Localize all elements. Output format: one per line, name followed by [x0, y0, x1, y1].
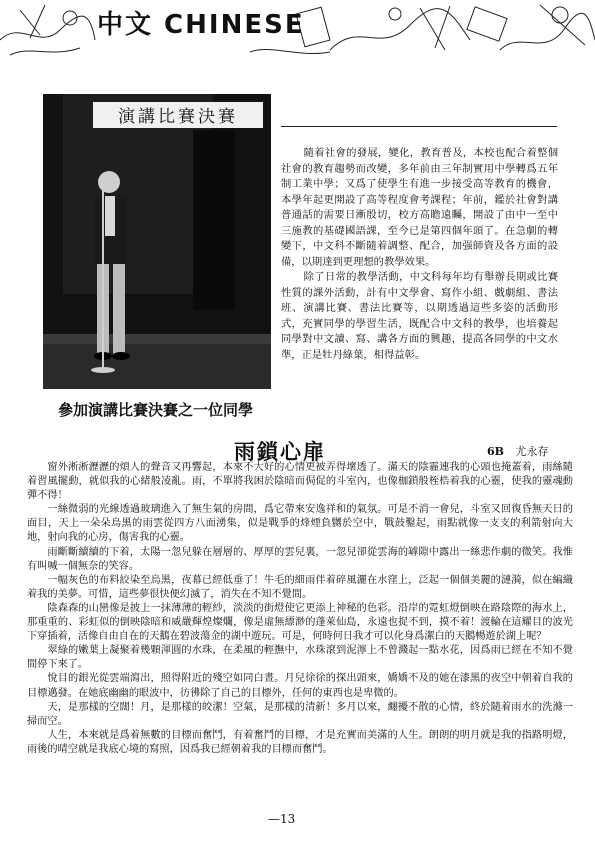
article-paragraph: 一絲微弱的光線透過玻璃進入了無生氣的房間，爲它帶來安逸祥和的氣氛。可是不消一會兒，斗室又回復昏無天日的面目，天上一朵朵烏黑的雨雲從四方八面湧集，似是戰爭的烽煙負嬲於空中，戰鼓鑿起，雨點就像一支支的利箭射向大地，射向我的心房，傷害我的心靈。	[27, 504, 573, 544]
photo-illustration	[43, 94, 271, 389]
divider	[281, 126, 557, 127]
article-paragraph: 窗外淅淅瀝瀝的煩人的聲音又再響起，本來不大好的心情更被弄得壞透了。滿天的陰霾連我的心頭也掩蓋着，雨絲隨着習風擺動，就似我的心緒般凌亂。雨，不單將我困於陰暗而侷促的斗室內，也像枷鎖般桎梏着我的心靈，使我的靈魂動彈不得！	[27, 462, 573, 502]
author-name: 尤永存	[515, 445, 549, 458]
byline	[487, 443, 548, 459]
intro-text	[281, 146, 558, 363]
article-paragraph: 人生，本來就是爲着無數的目標而奮鬥，有着奮鬥的目標，才是充實而美滿的人生。朗朗的明月就是我的指路明燈，雨後的晴空就是我底心境的寫照，因爲我已經朝着我的目標而奮鬥。	[27, 729, 573, 755]
speech-contest-photo	[43, 94, 271, 389]
author-class: 6B	[487, 445, 504, 458]
article-paragraph: 雨斷斷續續的下着，太陽一忽兒躲在層層的、厚厚的雲兒裏，一忽兒卻從雲海的罅隙中露出一絲悲作劇的微笑。我惟有叫喊一個無奈的笑容。	[27, 546, 573, 572]
intro-paragraph: 隨着社會的發展，變化，教育普及，本校也配合着整個社會的教育趨勢而改變，多年前由三年制實用中學轉爲五年制工業中學；又爲了使學生有進一步接受高等教育的機會，本學年起更開設了高等程度會考課程；年前，鑑於社會對講普通話的需要日漸殷切，校方高瞻遠矚，開設了由中一至中三施教的基礎國語課，至今已是第四個年頭了。在急劇的轉變下，中文科不斷隨着調整、配合，加强師資及各方面的設備，以期達到更理想的教學效果。	[281, 147, 558, 268]
article-title: 雨鎖心扉	[234, 439, 326, 464]
section-title: 中文 CHINESE	[97, 10, 305, 40]
intro-paragraph: 除了日常的教學活動，中文科每年均有舉辦長期或比賽性質的課外活動，計有中文學會、寫作小組、戲劇組、書法班、演講比賽、書法比賽等，以期透過這些多姿的活動形式，充實同學的學習生活，既配合中文科的教學，也培養起同學對中文讀、寫、講各方面的興趣，提高各同學的中文水準，正是牡丹綠葉，相得益彰。	[281, 271, 558, 361]
article-paragraph: 悅目的銀光從雲端瀉出，照得附近的殘空如同白晝。月兒徐徐的探出頭來，嬌嬌不及的她在漆黑的夜空中朝着自我的目標邁發。在她底幽幽的眼波中，彷彿除了自己的目標外，任何的東西也是卑微的。	[27, 673, 573, 699]
photo-banner-text: 演講比賽決賽	[118, 107, 238, 127]
article-paragraph: 翠綠的嫩葉上凝聚着幾顆渾圓的水珠，在柔風的輕撫中，水珠滾到泥濘上不曾濺起一點水花，因爲雨已經在不知不覺間停下來了。	[27, 645, 573, 671]
photo-caption: 參加演講比賽決賽之一位同學	[58, 401, 254, 419]
article-paragraph: 一幅灰色的布料絞染至烏黑，夜幕已經低垂了！牛毛的細雨伴着碎風灑在水窪上，泛起一個個美麗的漣漪，似在編織着我的美夢。可惜，這些夢很快便幻滅了，消失在不知不覺間。	[27, 574, 573, 600]
article-paragraph: 陰森森的山巒像是披上一抹薄薄的輕紗，淡淡的街燈使它更添上神秘的色彩。沿岸的霓虹燈倒映在路陰際的海水上，那重重的、彩虹似的倒映陰暗和威嚴輝煌燦爛，像是虛無縹渺的蓬萊仙島，永遠也捉不到，摸不着！渡輪在這耀目的波光下穿插着，活像自由自在的天鵝在碧波蕩金的湖中遊玩。可是，何時何日我才可以化身爲潔白的天鵝暢遊於湖上呢？	[27, 602, 573, 643]
page-number: —13	[268, 812, 296, 826]
article-paragraph: 天，是那樣的空闊！月，是那樣的皎潔！空氣，是那樣的清新！多月以來，纏擾不散的心情，終於隨着雨水的洗滌一掃而空。	[27, 701, 573, 727]
article-body	[27, 461, 573, 757]
